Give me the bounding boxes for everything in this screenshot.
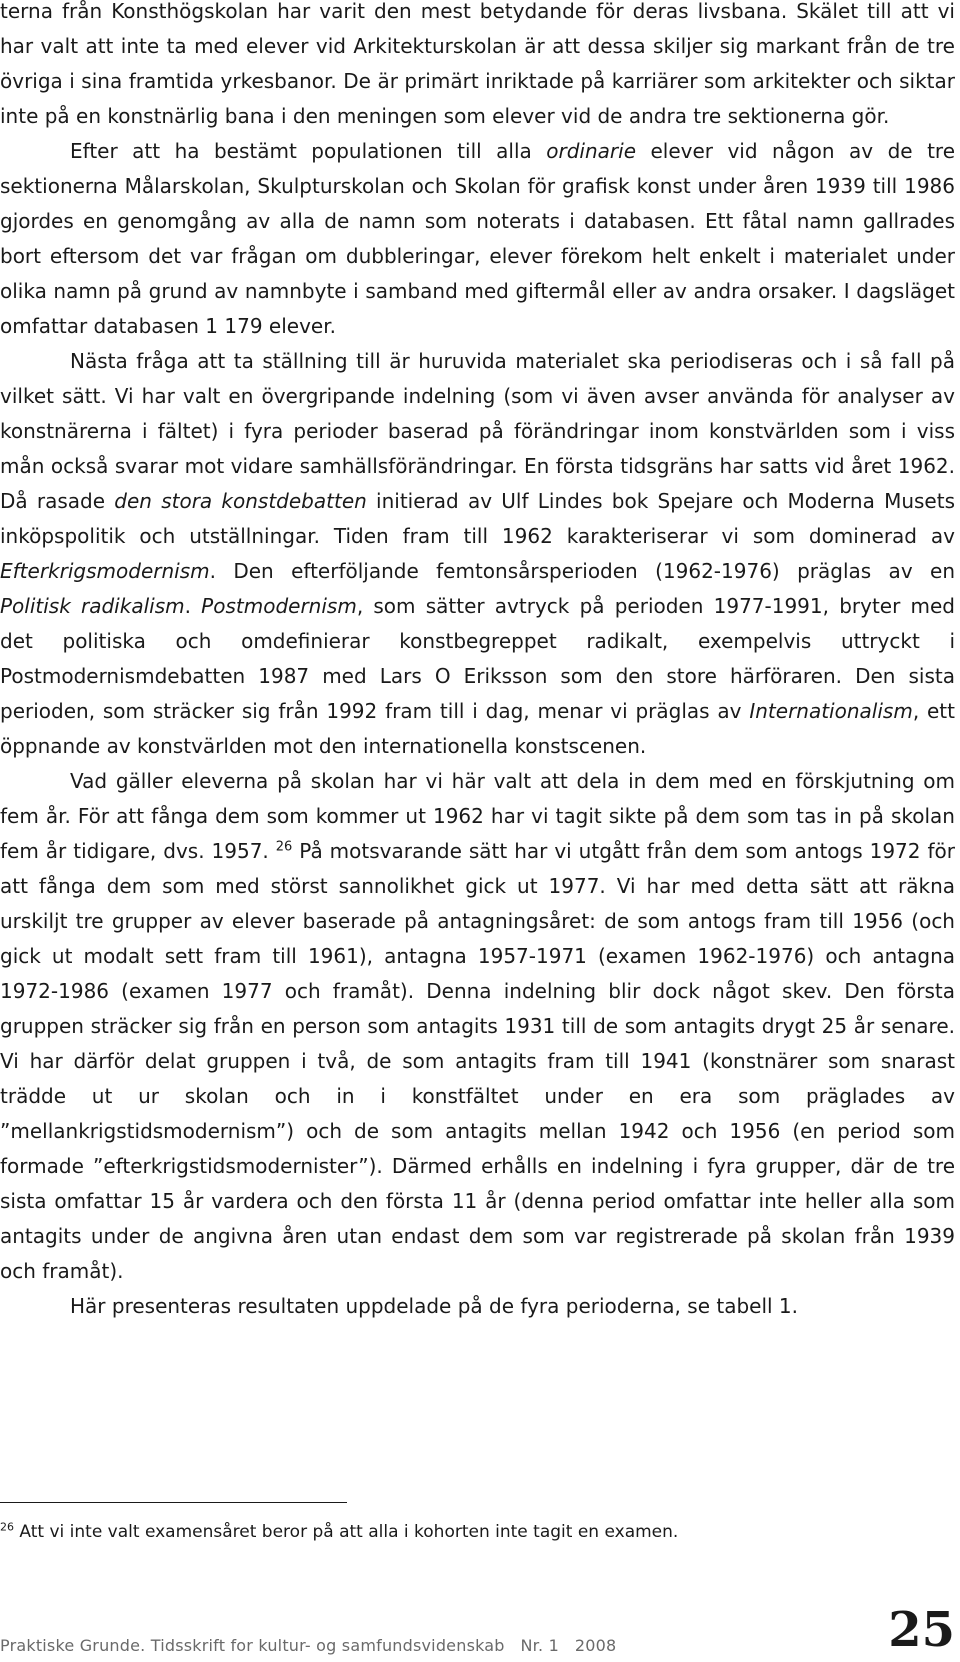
italic-text: Internationalism	[749, 699, 913, 723]
text-run: Vad gäller eleverna på skolan har vi här valt att dela in dem med en förskjutning om fem år. För att fånga dem som kommer ut 1962 har vi tagit sikte på dem som tas in på skolan fem år tidigare, dvs. 1957.	[0, 769, 955, 863]
footer-year: 2008	[574, 1636, 617, 1655]
text-run: På motsvarande sätt har vi utgått från dem som antogs 1972 för att fånga dem som med störst sannolikhet gick ut 1977. Vi har med detta sätt att räkna urskiljt tre grupper av elever baserade på antagningsåret: de som antogs fram till 1956 (och gick ut modalt sett fram till 1961), antagna 1957-1971 (examen 1962-1976) och antagna 1972-1986 (examen 1977 och framåt). Denna indelning blir dock något skev. Den första gruppen sträcker sig från en person som antagits 1931 till de som antagits drygt 25 år senare. Vi har därför delat gruppen i två, de som antagits fram till 1941 (konstnärer som snarast trädde ut ur skolan och in i konstfältet under en era som präglades av ”mellankrigstidsmodernism”) och de som antagits mellan 1942 och 1956 (en period som formade ”efterkrigstidsmodernister”). Därmed erhålls en indelning i fyra grupper, där de tre sista omfattar 15 år vardera och den första 11 år (denna period omfattar inte heller alla som antagits under de angivna åren utan endast dem som var registrerade på skolan från 1939 och framåt).	[0, 839, 955, 1283]
italic-text: Efterkrigsmodernism	[0, 559, 210, 583]
text-run: Efter att ha bestämt populationen till alla	[70, 139, 547, 163]
paragraph-5	[0, 1289, 955, 1324]
page-footer	[0, 1636, 616, 1655]
italic-text: Postmodernism	[201, 594, 357, 618]
page-number: 25	[888, 1602, 955, 1658]
italic-text: ordinarie	[546, 139, 636, 163]
footer-journal: Praktiske Grunde. Tidsskrift for kultur- og samfundsvidenskab	[0, 1636, 505, 1655]
text-run: initierad av Ulf Lindes bok Spejare och Moderna Musets inköpspolitik och utställningar. Tiden fram till 1962 karakteriserar vi som dominerad av	[0, 489, 955, 548]
text-run: Här presenteras resultaten uppdelade på de fyra perioderna, se tabell 1.	[70, 1294, 799, 1318]
text-run: elever vid någon av de tre sektionerna Målarskolan, Skulpturskolan och Skolan för grafisk konst under åren 1939 till 1986 gjordes en genomgång av alla de namn som noterats i databasen. Ett fåtal namn gallrades bort eftersom det var frågan om dubbleringar, elever förekom helt enkelt i materialet under olika namn på grund av namnbyte i samband med giftermål eller av andra orsaker. I dagsläget omfattar databasen 1 179 elever.	[0, 139, 956, 338]
footnote-number: 26	[0, 1520, 14, 1534]
footnote-rule	[0, 1502, 347, 1503]
italic-text: den stora konstdebatten	[114, 489, 367, 513]
text-run: . Den efterföljande femtonsårsperioden (1962-1976) präglas av en	[209, 559, 955, 583]
footer-issue: Nr. 1	[520, 1636, 559, 1655]
text-run: terna från Konsthögskolan har varit den mest betydande för deras livsbana. Skälet till att vi har valt att inte ta med elever vid Arkitekturskolan är att dessa skiljer sig markant från de tre övriga i sina framtida yrkesbanor. De är primärt inriktade på karriärer som arkitekter och siktar inte på en konstnärlig bana i den meningen som elever vid de andra tre sektionerna gör.	[0, 0, 955, 128]
text-run: , som sätter avtryck på perioden 1977-1991, bryter med det politiska och omdefinierar konstbegreppet radikalt, exempelvis uttryckt i Postmodernismdebatten 1987 med Lars O Eriksson som den store härföraren. Den sista perioden, som sträcker sig från 1992 fram till i dag, menar vi präglas av	[0, 594, 955, 723]
text-run: .	[184, 594, 202, 618]
text-run: Nästa fråga att ta ställning till är huruvida materialet ska periodiseras och i så fall på vilket sätt. Vi har valt en övergripande indelning (som vi även avser använda för analyser av konstnärerna i fältet) i fyra perioder baserad på förändringar inom konstvärlden som i viss mån också svarar mot vidare samhällsförändringar. En första tidsgräns har satts vid året 1962. Då rasade	[0, 349, 955, 513]
italic-text: Politisk radikalism	[0, 594, 185, 618]
paragraph-4	[0, 764, 955, 1289]
paragraph-3	[0, 344, 955, 764]
footnote-reference: 26	[275, 839, 293, 855]
footnote-text: Att vi inte valt examensåret beror på att alla i kohorten inte tagit en examen.	[19, 1522, 679, 1542]
paragraph-1	[0, 0, 955, 134]
footnote	[0, 1520, 900, 1544]
paragraph-2	[0, 134, 955, 344]
text-run: , ett öppnande av konstvärlden mot den internationella konstscenen.	[0, 699, 955, 758]
